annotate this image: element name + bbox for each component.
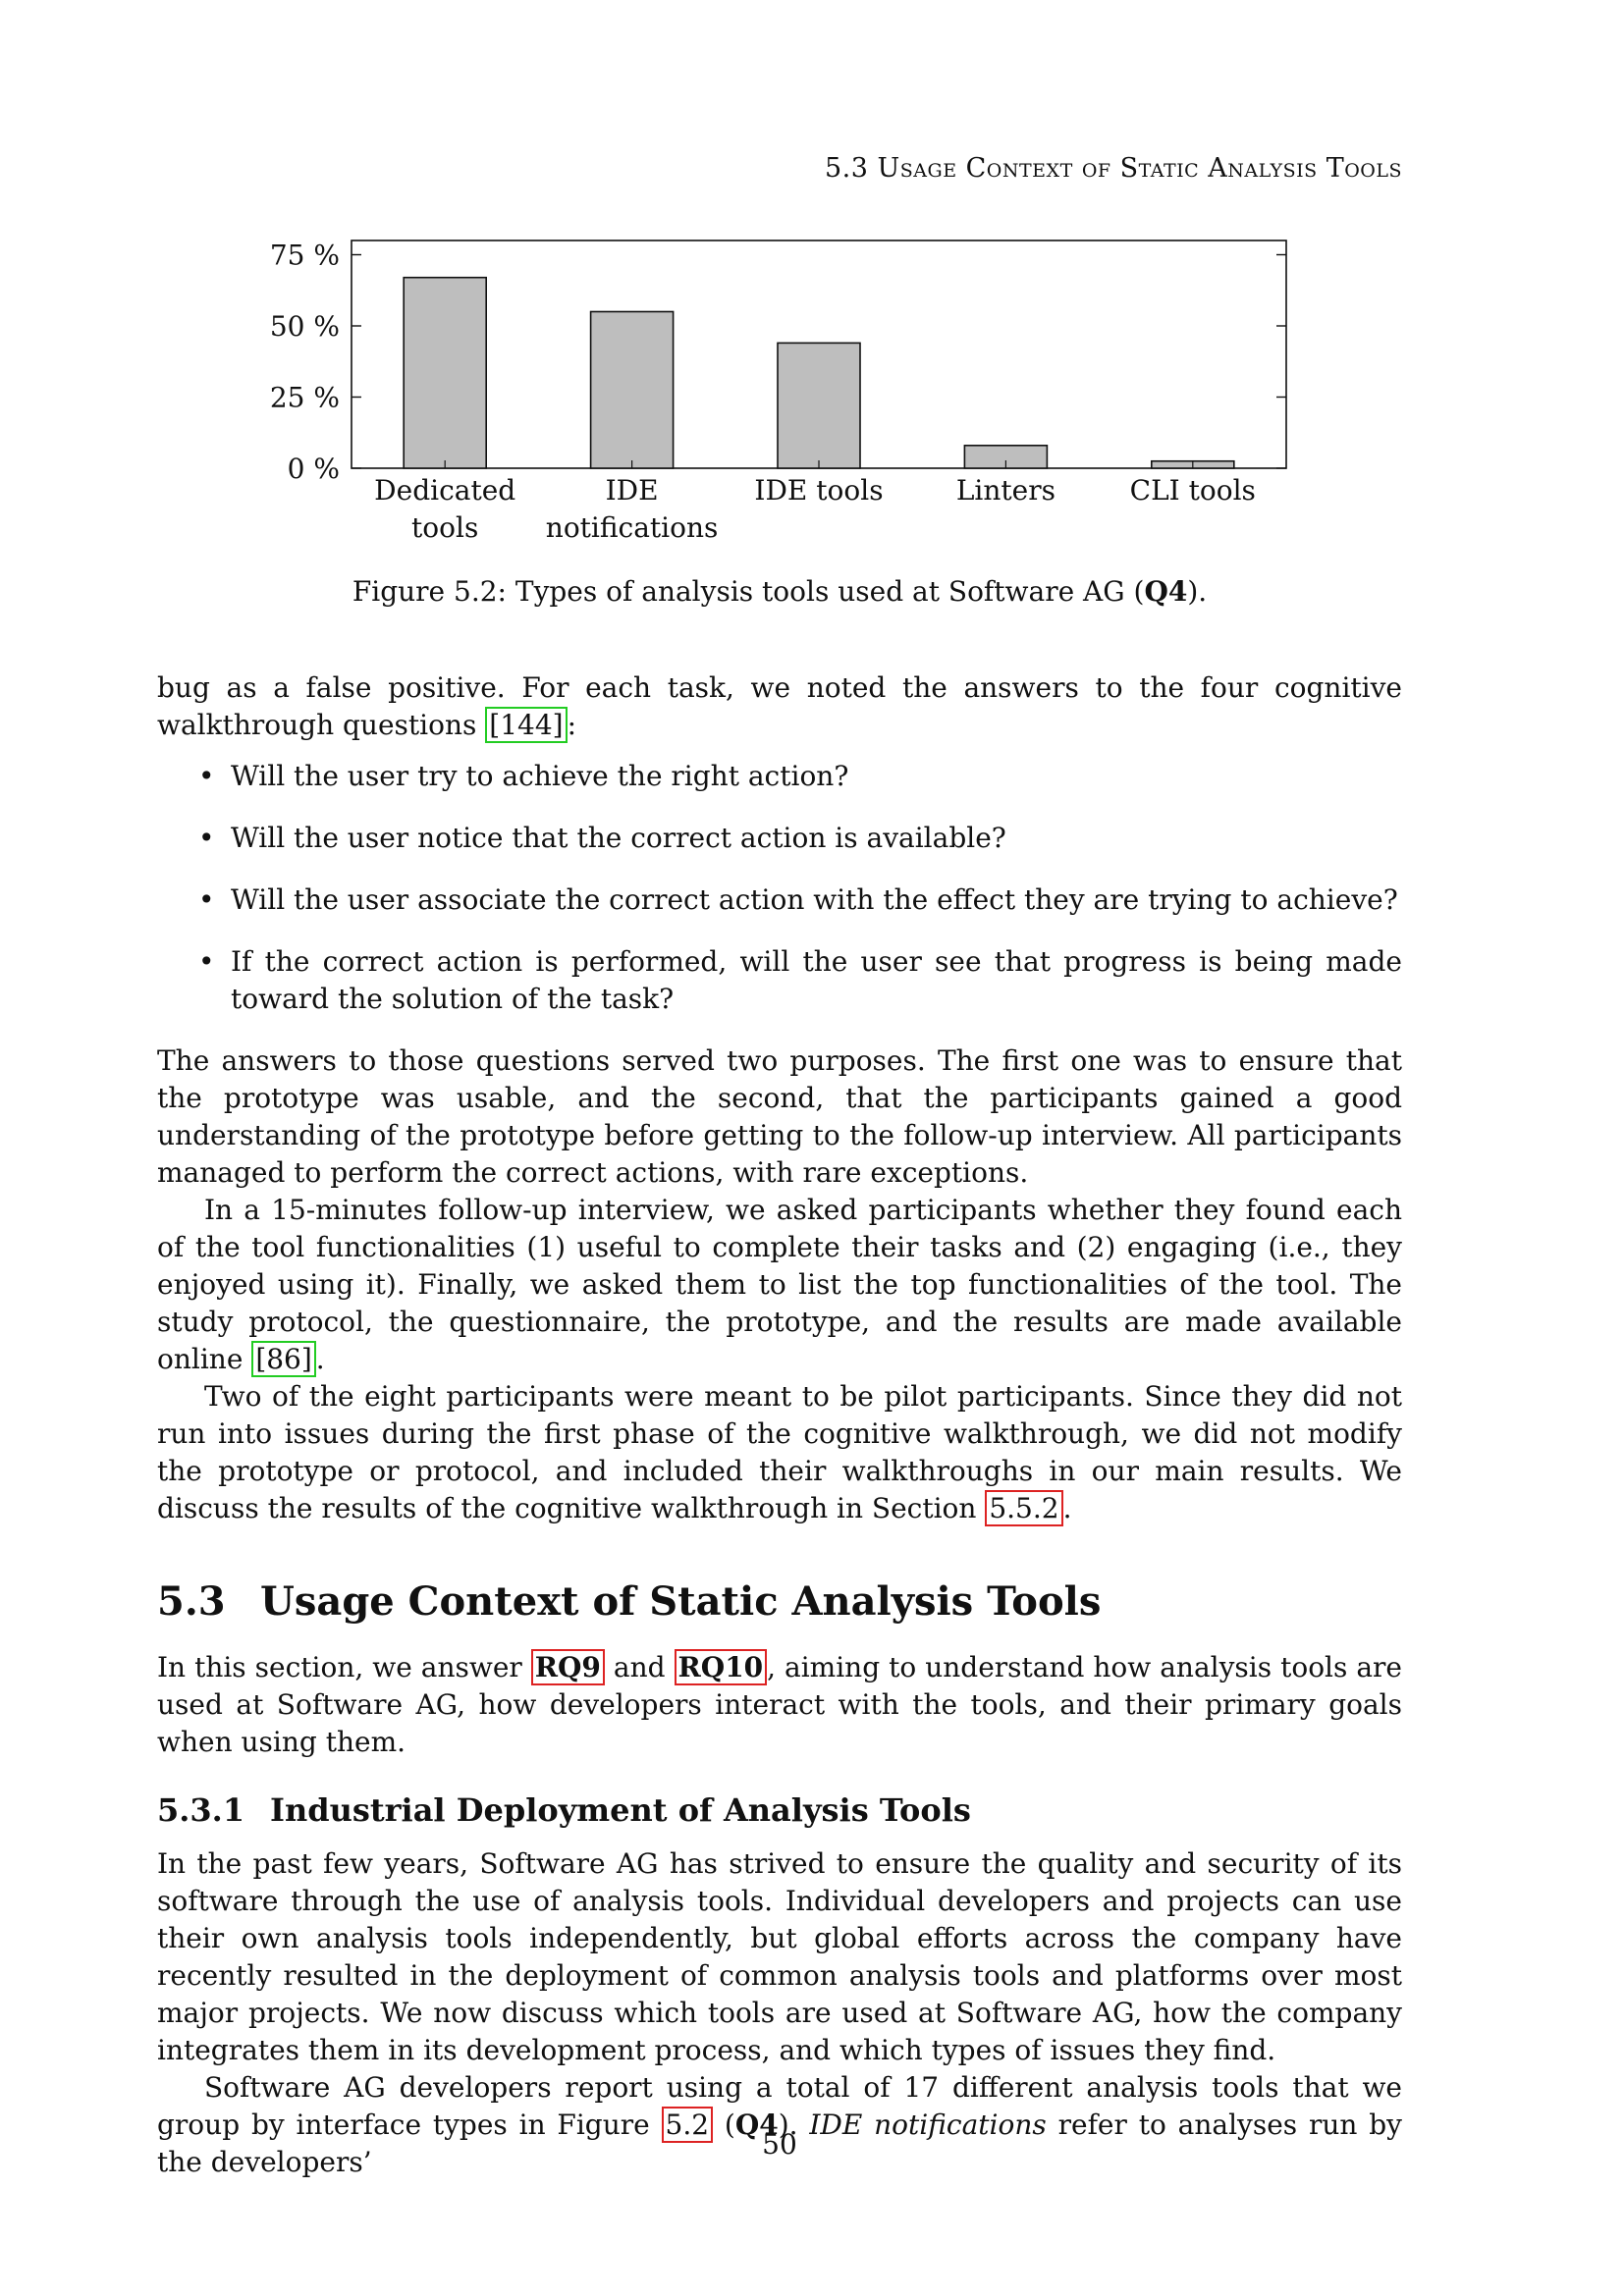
subsection-paragraph-1: In the past few years, Software AG has strived to ensure the quality and security of its software through the use of analysis tools. Individual developers and projects can use their own analysis tools independently, but global efforts across the company have recently resulted in the deployment of common analysis tools and platforms over most major projects. We now discuss which tools are used at Software AG, how the company integrates them in its development process, and which types of issues they find. <box>157 1847 1402 2066</box>
paragraph-interview <box>157 1192 1402 1378</box>
figure-caption <box>157 573 1402 611</box>
section-number: 5.3 <box>157 1578 226 1625</box>
bar <box>591 312 674 469</box>
walkthrough-questions-list <box>157 758 1402 1018</box>
y-tick-label: 25 % <box>269 381 340 414</box>
sub-para2-bold: Q4 <box>734 2109 779 2141</box>
list-item-text: Will the user notice that the correct action is available? <box>231 822 1006 854</box>
subsection-paragraph-2 <box>157 2069 1402 2181</box>
section-para-pre: In this section, we answer <box>157 1651 531 1683</box>
sub-para2-mid1: ( <box>713 2109 735 2141</box>
intro-text: bug as a false positive. For each task, we noted the answers to the four cognitive walkthrough questions <box>157 671 1402 741</box>
list-item-text: If the correct action is performed, will the user see that progress is being made toward the solution of the task? <box>231 945 1402 1015</box>
x-tick-label <box>1130 474 1256 507</box>
section-para-mid: and <box>604 1651 675 1683</box>
running-header: 5.3 Usage Context of Static Analysis Tools <box>825 153 1402 184</box>
link-rq9[interactable]: RQ9 <box>531 1649 605 1685</box>
bullet-icon: • <box>198 822 215 854</box>
x-tick-label <box>546 474 719 544</box>
intro-paragraph <box>157 669 1402 744</box>
x-tick-label-line: Linters <box>955 474 1056 507</box>
list-item <box>157 943 1402 1018</box>
bar-chart-svg <box>0 0 1624 589</box>
caption-prefix: Figure 5.2: Types of analysis tools used at Software AG ( <box>352 575 1145 608</box>
section-intro-paragraph <box>157 1649 1402 1761</box>
x-tick-label <box>374 474 515 544</box>
y-tick-label: 75 % <box>269 239 340 272</box>
list-item <box>157 758 1402 795</box>
list-item <box>157 881 1402 919</box>
bullet-icon: • <box>198 883 215 916</box>
citation-86[interactable]: [86] <box>251 1341 315 1377</box>
sub-para2-post: refer to analyses run by the developers’ <box>157 2109 1402 2178</box>
subsection-heading <box>157 1790 1402 1830</box>
x-tick-label-line: CLI tools <box>1129 474 1256 507</box>
paragraph-pilot <box>157 1378 1402 1527</box>
bullet-icon: • <box>198 760 215 792</box>
x-tick-label-line: IDE <box>605 474 659 507</box>
x-tick-label-line: notifications <box>545 511 719 544</box>
subsection-number: 5.3.1 <box>157 1791 245 1829</box>
section-heading <box>157 1578 1402 1626</box>
y-tick-label: 0 % <box>287 453 340 485</box>
section-para-post: , aiming to understand how analysis tools are used at Software AG, how developers interact with the tools, and their primary goals when using them. <box>157 1651 1403 1758</box>
section-link-5-5-2[interactable]: 5.5.2 <box>985 1490 1062 1526</box>
subsection-title: Industrial Deployment of Analysis Tools <box>270 1791 971 1829</box>
figure-link-5-2[interactable]: 5.2 <box>662 2107 714 2143</box>
sub-para2-pre: Software AG developers report using a total of 17 different analysis tools that we group by interface types in Figure <box>157 2071 1402 2141</box>
list-item-text: Will the user try to achieve the right action? <box>231 760 849 792</box>
link-rq10[interactable]: RQ10 <box>675 1649 768 1685</box>
page-number: 50 <box>762 2128 797 2161</box>
bullet-icon: • <box>198 945 215 978</box>
x-tick-label <box>956 474 1056 507</box>
section-title: Usage Context of Static Analysis Tools <box>260 1578 1102 1625</box>
caption-suffix: ). <box>1187 575 1208 608</box>
main-text <box>157 669 1402 2181</box>
paragraph-purposes: The answers to those questions served two purposes. The first one was to ensure that the prototype was usable, and the second, that the participants gained a good understanding of the prototype before getting to the follow-up interview. All participants managed to perform the correct actions, with rare exceptions. <box>157 1044 1402 1189</box>
bar <box>404 278 486 468</box>
para2-text: In a 15-minutes follow-up interview, we asked participants whether they found each of the tool functionalities (1) useful to complete their tasks and (2) engaging (i.e., they enjoyed using it). Finally, we asked them to list the top functionalities of the tool. The study protocol, the questionnaire, the prototype, and the results are made available online <box>157 1194 1402 1375</box>
caption-bold: Q4 <box>1144 575 1188 608</box>
x-tick-label-line: Dedicated <box>374 474 516 507</box>
sub-para2-italic: IDE notifications <box>809 2109 1047 2141</box>
citation-144[interactable]: [144] <box>485 707 567 743</box>
list-item-text: Will the user associate the correct action with the effect they are trying to achieve? <box>231 883 1398 916</box>
intro-tail: : <box>567 709 576 741</box>
bar <box>778 343 860 468</box>
x-tick-label-line: IDE tools <box>754 474 884 507</box>
list-item <box>157 820 1402 857</box>
para3-tail: . <box>1062 1492 1072 1524</box>
y-tick-label: 50 % <box>269 310 340 343</box>
para2-tail: . <box>315 1343 325 1375</box>
x-tick-label <box>754 474 883 507</box>
x-tick-label-line: tools <box>411 511 479 544</box>
sub-para2-mid2: ). <box>778 2109 810 2141</box>
para3-text: Two of the eight participants were meant to be pilot participants. Since they did not run into issues during the first phase of the cognitive walkthrough, we did not modify the prototype or protocol, and included their walkthroughs in our main results. We discuss the results of the cognitive walkthrough in Section <box>157 1380 1402 1524</box>
bar-chart <box>0 0 1624 628</box>
